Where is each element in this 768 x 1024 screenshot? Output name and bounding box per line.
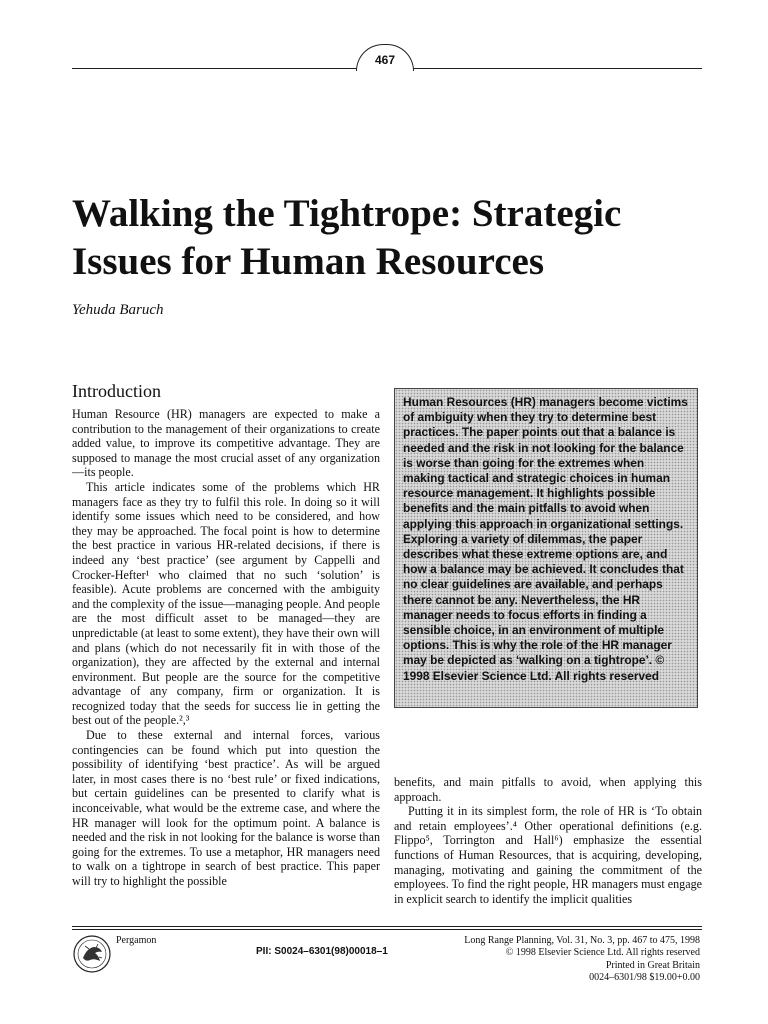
- footer-rule-secondary: [72, 929, 702, 930]
- right-paragraph-1: benefits, and main pitfalls to avoid, when applying this approach.: [394, 775, 702, 804]
- page-number: 467: [356, 44, 414, 71]
- journal-citation: Long Range Planning, Vol. 31, No. 3, pp. 467 to 475, 1998: [464, 935, 700, 946]
- article-title: [72, 190, 692, 286]
- abstract-box: [394, 388, 698, 708]
- section-heading-introduction: Introduction: [72, 381, 161, 401]
- title-line-2: Issues for Human Resources: [72, 240, 544, 283]
- author-name: Yehuda Baruch: [72, 302, 164, 318]
- publisher-name: Pergamon: [116, 935, 157, 946]
- intro-paragraph-2: This article indicates some of the problems which HR managers face as they try to fulfil this role. In doing so it will identify some issues which need to be considered, and how they may be approached. The focal point is how to determine the best practice in various HR-related decisions, if there is indeed any ‘best practice’ (see argument by Cappelli and Crocker-Hefter¹ who claimed that no such ‘solution’ is feasible). Acute problems are concerned with the ambiguity and the complexity of the issue—managing people. And people are the most difficult asset to be managed—they are unpredictable (at least to some extent), they have their own will and plans (which do not necessarily fit in with those of the organization), they are affected by the external and internal environment. But people are the source for the competitive advantage of any company, firm or organization. It is recognized today that the seeds for success lie in getting the best out of the people.²,³: [72, 479, 380, 728]
- pergamon-logo-icon: [72, 934, 112, 974]
- right-paragraph-2: Putting it in its simplest form, the role of HR is ‘To obtain and retain employees’.⁴ Other operational definitions (e.g. Flippo⁵, Torrington and Hall⁶) emphasize the essential functions of Human Resources, that is acquiring, developing, managing, motivating and gaining the commitment of the employees. To find the right people, HR managers must engage in explicit search to identify the implicit qualities: [394, 804, 702, 906]
- right-column: [394, 775, 702, 906]
- copyright-line: © 1998 Elsevier Science Ltd. All rights reserved: [505, 947, 700, 959]
- left-column: [72, 380, 380, 889]
- title-line-1: Walking the Tightrope: Strategic: [72, 192, 622, 235]
- intro-paragraph-3: Due to these external and internal forces, various contingencies can be found which put into question the possibility of identifying ‘best practice’. As will be argued later, in most cases there is no ‘best rule’ or fixed indications, but certain guidelines can be presented to clarify what is inconceivable, what would be the extreme case, and where the HR manager will look for the optimum point. A balance is needed and the risk in not looking for the balance is worse than going for the extremes. To use a metaphor, HR managers need to walk on a tightrope in search of best practice. This paper will try to highlight the possible: [72, 728, 380, 888]
- abstract-text: Human Resources (HR) managers become victims of ambiguity when they try to determine best practices. The paper points out that a balance is needed and the risk in not looking for the balance is worse than going for the extremes when making tactical and strategic choices in human resource management. It highlights possible benefits and the main pitfalls to avoid when applying this approach in organizational settings. Exploring a variety of dilemmas, the paper describes what these extreme options are, and how a balance may be achieved. It concludes that no clear guidelines are available, and perhaps there cannot be any. Nevertheless, the HR manager needs to focus efforts in finding a sensible choice, in an environment of multiple options. This is why the role of the HR manager may be depicted as ‘walking on a tightrope’. © 1998 Elsevier Science Ltd. All rights reserved: [403, 395, 688, 683]
- intro-paragraph-1: Human Resource (HR) managers are expected to make a contribution to the management of their organizations to create added value, to improve its competitive advantage. They are supposed to manage the most crucial asset of any organization—its people.: [72, 407, 380, 480]
- footer-rule: [72, 926, 702, 927]
- printed-line: Printed in Great Britain: [605, 959, 700, 971]
- issn-price: 0024–6301/98 $19.00+0.00: [589, 972, 700, 984]
- footer-citation: [464, 935, 700, 985]
- pii-code: PII: S0024–6301(98)00018–1: [256, 946, 388, 957]
